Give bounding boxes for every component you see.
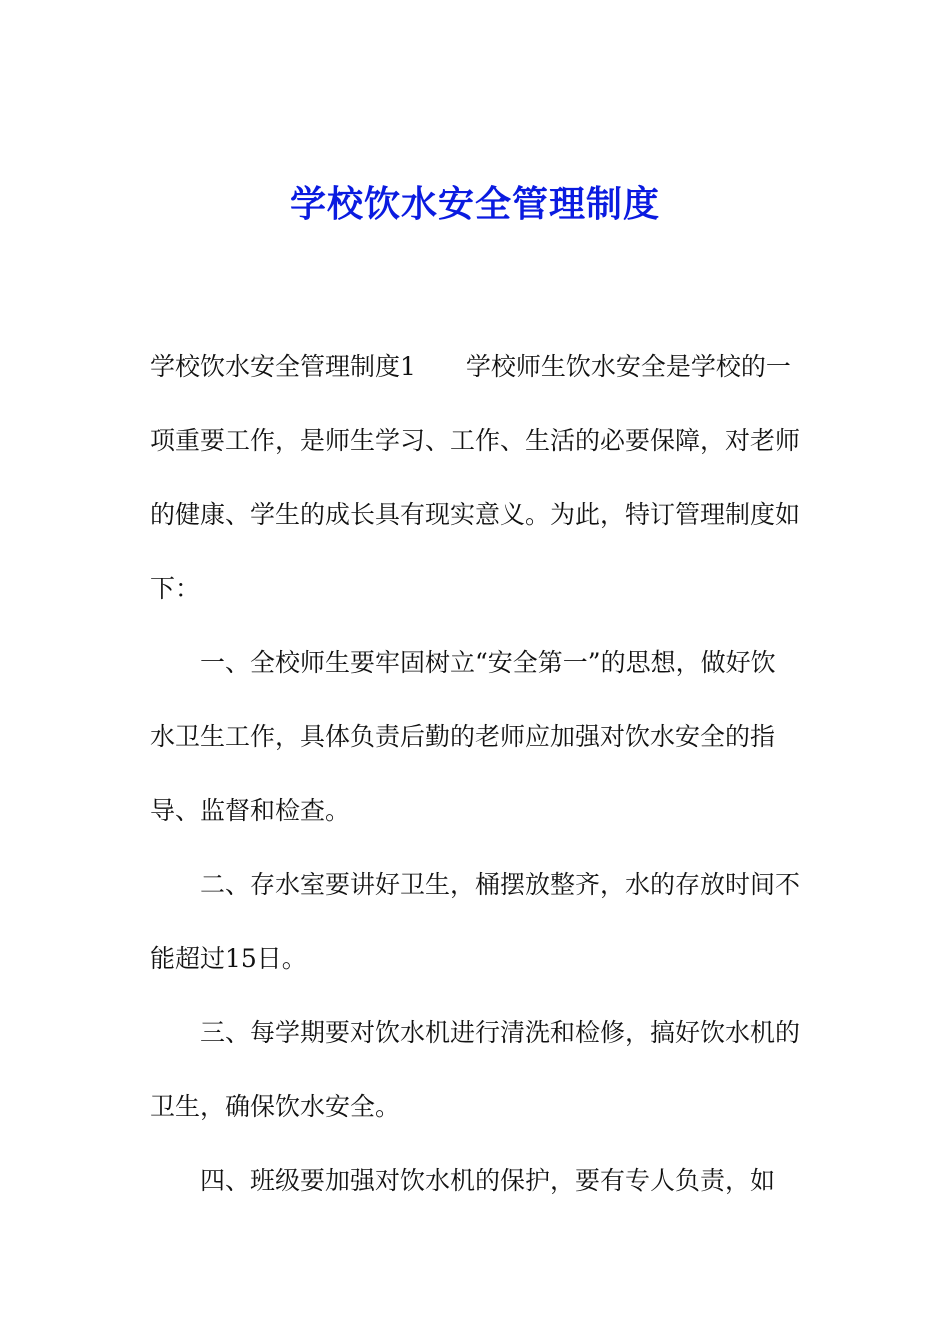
rule-paragraph-2: 二、存水室要讲好卫生，桶摆放整齐，水的存放时间不能超过15日。 [150,870,801,973]
rule-paragraph-4: 四、班级要加强对饮水机的保护，要有专人负责，如 [200,1166,776,1195]
document-body [150,330,800,1218]
rule-paragraph-1: 一、全校师生要牢固树立“安全第一”的思想，做好饮水卫生工作，具体负责后勤的老师应加强对饮水安全的指导、监督和检查。 [150,648,776,825]
document-title: 学校饮水安全管理制度 [289,183,660,225]
rule-paragraph-3: 三、每学期要对饮水机进行清洗和检修，搞好饮水机的卫生，确保饮水安全。 [150,1018,801,1121]
intro-paragraph: 学校饮水安全管理制度1 学校师生饮水安全是学校的一项重要工作，是师生学习、工作、生活的必要保障，对老师的健康、学生的成长具有现实意义。为此，特订管理制度如下： [150,352,801,603]
